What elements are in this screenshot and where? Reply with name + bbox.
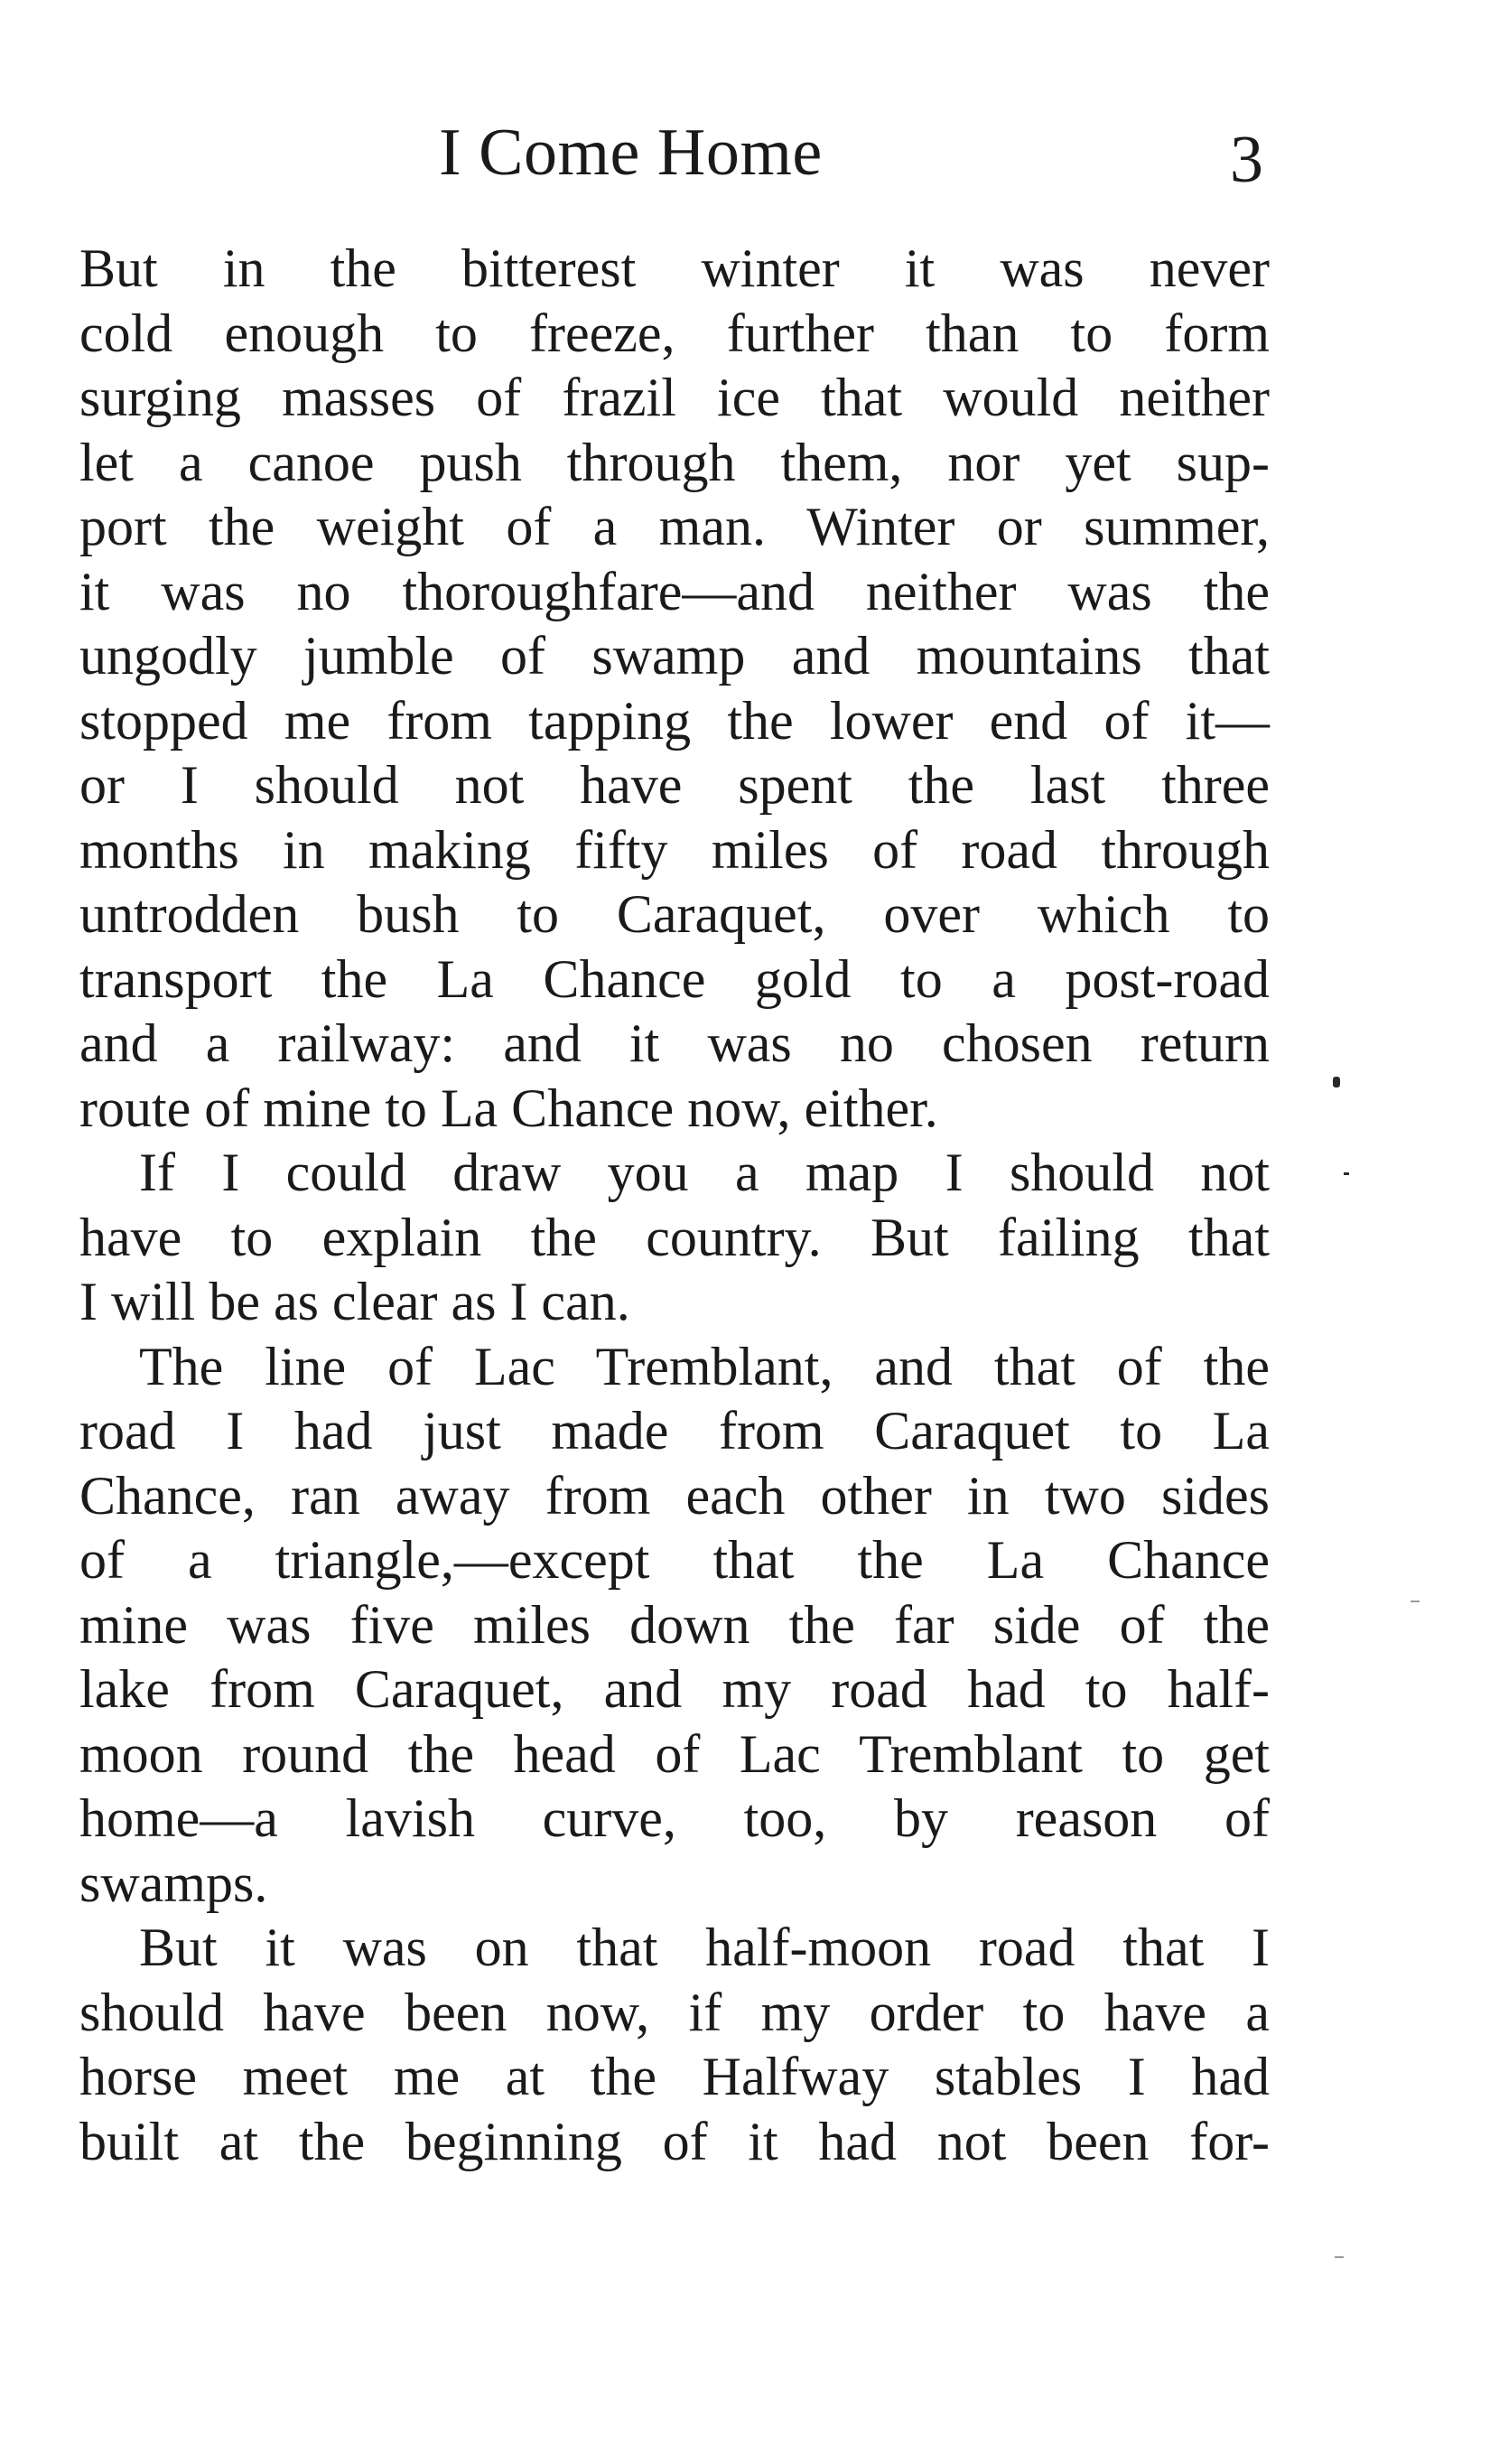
text-line: built at the beginning of it had not been for- bbox=[79, 2111, 1270, 2171]
text-line: of a triangle,—except that the La Chance bbox=[79, 1530, 1270, 1590]
text-line: it was no thoroughfare—and neither was the bbox=[79, 561, 1270, 621]
page-number: 3 bbox=[1230, 123, 1263, 197]
text-line: have to explain the country. But failing that bbox=[79, 1207, 1270, 1267]
text-line: let a canoe push through them, nor yet sup- bbox=[79, 432, 1270, 492]
text-line: route of mine to La Chance now, either. bbox=[79, 1078, 938, 1138]
text-line: horse meet me at the Halfway stables I had bbox=[79, 2047, 1270, 2106]
speck-mark bbox=[1411, 1601, 1420, 1602]
text-line: should have been now, if my order to have a bbox=[79, 1982, 1270, 2042]
text-line: If I could draw you a map I should not bbox=[139, 1143, 1270, 1202]
running-head bbox=[0, 112, 1499, 197]
text-line: and a railway: and it was no chosen return bbox=[79, 1013, 1270, 1073]
text-line: surging masses of frazil ice that would neither bbox=[79, 368, 1270, 427]
text-line: stopped me from tapping the lower end of it— bbox=[79, 690, 1270, 751]
speck-mark bbox=[1344, 1172, 1349, 1175]
running-title: I Come Home bbox=[439, 116, 823, 190]
text-line: ungodly jumble of swamp and mountains that bbox=[79, 626, 1270, 686]
text-line: moon round the head of Lac Tremblant to get bbox=[79, 1723, 1270, 1784]
text-line: I will be as clear as I can. bbox=[79, 1272, 630, 1331]
text-line: Chance, ran away from each other in two sides bbox=[79, 1465, 1270, 1526]
text-line: or I should not have spent the last three bbox=[79, 755, 1270, 815]
body-text bbox=[79, 237, 1270, 2174]
text-line: transport the La Chance gold to a post-road bbox=[79, 948, 1270, 1009]
text-line: months in making fifty miles of road through bbox=[79, 819, 1270, 880]
speck-mark bbox=[1335, 2256, 1344, 2258]
text-line: swamps. bbox=[79, 1853, 268, 1913]
text-line: road I had just made from Caraquet to La bbox=[79, 1401, 1270, 1461]
text-line: mine was five miles down the far side of the bbox=[79, 1594, 1270, 1655]
text-line: cold enough to freeze, further than to form bbox=[79, 303, 1270, 363]
text-line: lake from Caraquet, and my road had to half- bbox=[79, 1659, 1270, 1719]
text-line: home—a lavish curve, too, by reason of bbox=[79, 1788, 1270, 1848]
text-line: The line of Lac Tremblant, and that of the bbox=[139, 1336, 1270, 1396]
speck-mark bbox=[1333, 1077, 1340, 1087]
text-line: untrodden bush to Caraquet, over which to bbox=[79, 884, 1270, 944]
text-line: But in the bitterest winter it was never bbox=[79, 238, 1270, 298]
text-line: port the weight of a man. Winter or summer, bbox=[79, 497, 1270, 556]
text-line: But it was on that half-moon road that I bbox=[139, 1918, 1270, 1977]
